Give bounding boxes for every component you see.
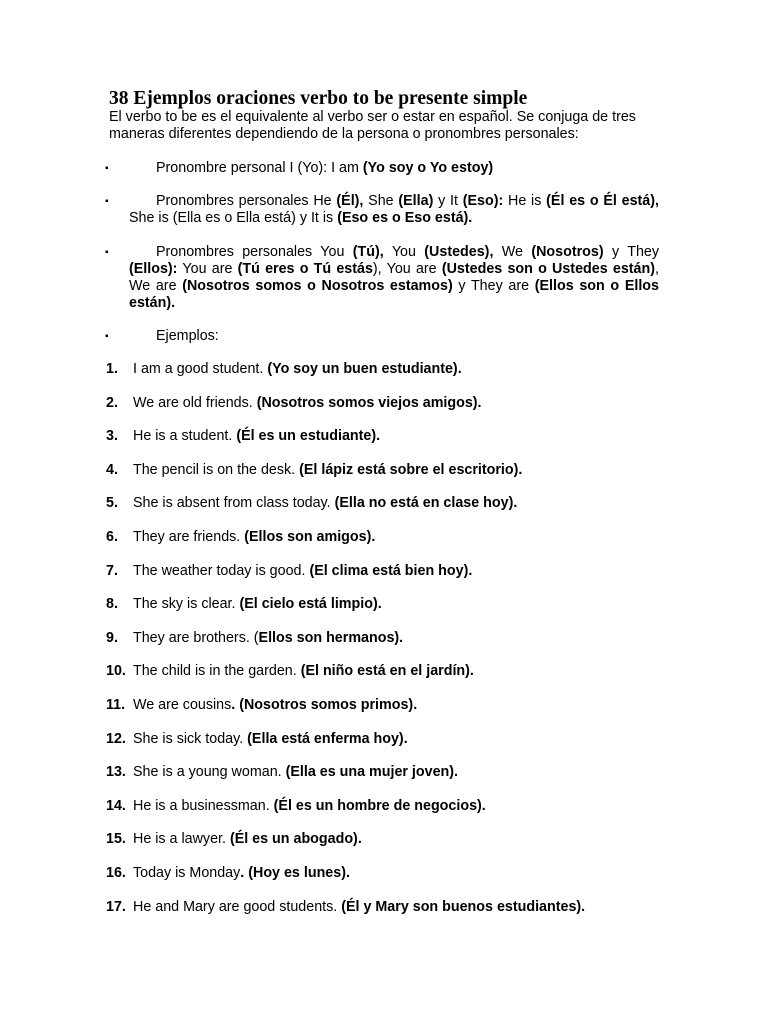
example-english: He is a lawyer. <box>133 831 230 848</box>
example-item <box>106 529 666 546</box>
bullet-text-bold: (Eso): <box>462 193 504 209</box>
example-english: He is a student. <box>133 428 237 445</box>
example-spanish: (Ella es una mujer joven). <box>285 764 459 781</box>
example-english: The sky is clear. <box>133 596 240 613</box>
bullet-text-bold: (Tú eres o Tú estás <box>237 261 373 277</box>
example-english: We are cousins <box>133 697 232 713</box>
example-item <box>106 361 666 378</box>
bullet-text: We <box>493 244 532 260</box>
bullet-text: Pronombres personales You <box>156 244 353 260</box>
example-item <box>106 899 666 916</box>
bullet-text: y They <box>603 244 659 260</box>
bullet-text: She <box>363 193 399 209</box>
bullet-text: , We are <box>129 261 659 294</box>
bullet-text-bold: (Eso es o Eso está). <box>337 210 473 226</box>
bullet-text: She is (Ella es o Ella está) y It is <box>129 210 338 226</box>
example-item <box>106 563 666 580</box>
example-spanish: (El niño está en el jardín). <box>300 663 474 680</box>
example-item <box>106 831 666 848</box>
intro-paragraph: El verbo to be es el equivalente al verbo ser o estar en español. Se conjuga de tres maneras diferentes dependiendo de la persona o pronombres personales: <box>109 109 636 142</box>
bullet-text-bold: (Ella) <box>398 193 434 209</box>
bullet-text-bold: (Él es o Él está), <box>546 193 659 209</box>
example-english: The child is in the garden. <box>133 663 301 680</box>
example-number: 6. <box>106 529 118 545</box>
bullet-item <box>105 193 659 227</box>
example-item <box>106 865 666 882</box>
example-item <box>106 596 666 613</box>
example-spanish: (El cielo está limpio). <box>239 596 382 613</box>
example-spanish: (Ellos son amigos). <box>244 529 376 545</box>
example-english: Today is Monday <box>133 865 241 881</box>
example-item <box>106 395 666 412</box>
bullet-text: Pronombres personales He <box>156 193 337 209</box>
bullet-text-bold: (Yo soy o Yo estoy) <box>362 160 494 176</box>
example-english: He and Mary are good students. <box>133 898 342 915</box>
example-english: She is absent from class today. <box>133 495 335 512</box>
example-number: 17. <box>106 898 126 915</box>
example-number: 16. <box>106 865 126 881</box>
example-spanish: (El clima está bien hoy). <box>309 562 473 579</box>
example-item <box>106 764 666 781</box>
bullet-text-bold: (Ustedes), <box>424 244 494 260</box>
bullet-item <box>105 160 659 177</box>
example-item <box>106 798 666 815</box>
example-english: I am a good student. <box>133 361 268 377</box>
example-number: 1. <box>106 361 118 377</box>
bullet-text-bold: (Ellos): <box>129 261 178 277</box>
example-number: 2. <box>106 394 118 411</box>
example-spanish: Ellos son hermanos). <box>258 629 404 646</box>
example-english: The weather today is good. <box>133 562 310 579</box>
example-spanish: (El lápiz está sobre el escritorio). <box>299 461 523 478</box>
example-spanish: . (Nosotros somos primos). <box>231 697 418 713</box>
example-spanish: (Él y Mary son buenos estudiantes). <box>341 898 586 915</box>
example-english: She is sick today. <box>133 730 248 747</box>
bullet-text: He is <box>503 193 547 209</box>
example-number: 15. <box>106 831 126 848</box>
bullet-text-bold: (Ellos son o Ellos están). <box>129 278 659 311</box>
example-number: 9. <box>106 629 118 646</box>
example-spanish: (Ella está enferma hoy). <box>247 730 408 747</box>
example-item <box>106 495 666 512</box>
example-item <box>106 428 666 445</box>
example-number: 12. <box>106 730 126 747</box>
example-english: He is a businessman. <box>133 797 274 814</box>
bullet-item <box>105 244 659 312</box>
bullet-text: y It <box>433 193 463 209</box>
bullet-square-icon: ▪ <box>105 196 109 207</box>
bullet-item <box>105 328 659 345</box>
example-spanish: (Ella no está en clase hoy). <box>334 495 518 512</box>
bullet-text: Ejemplos: <box>156 328 219 344</box>
bullet-text: You are <box>177 261 238 277</box>
example-english: We are old friends. <box>133 394 257 411</box>
example-item <box>106 731 666 748</box>
bullet-text: You <box>383 244 425 260</box>
bullet-text: y They are <box>452 278 535 294</box>
example-english: She is a young woman. <box>133 764 286 781</box>
example-spanish: (Él es un hombre de negocios). <box>273 797 486 814</box>
example-number: 11. <box>106 697 126 713</box>
bullet-text-bold: (Nosotros) <box>531 244 604 260</box>
bullet-square-icon: ▪ <box>105 163 109 174</box>
example-english: The pencil is on the desk. <box>133 461 300 478</box>
bullet-text-bold: (Tú), <box>352 244 384 260</box>
bullet-text-bold: (Nosotros somos o Nosotros estamos) <box>182 278 453 294</box>
example-spanish: (Nosotros somos viejos amigos). <box>256 394 482 411</box>
example-spanish: (Él es un abogado). <box>229 831 362 848</box>
bullet-square-icon: ▪ <box>105 247 109 258</box>
example-english: They are friends. <box>133 529 245 545</box>
example-number: 5. <box>106 495 118 512</box>
example-item <box>106 462 666 479</box>
document-title: 38 Ejemplos oraciones verbo to be presente simple <box>109 88 528 109</box>
example-number: 8. <box>106 596 118 613</box>
bullet-text: Pronombre personal I (Yo): I am <box>156 160 363 176</box>
bullet-square-icon: ▪ <box>105 331 109 342</box>
bullet-text-bold: (Ustedes son o Ustedes están) <box>441 261 655 277</box>
example-item <box>106 630 666 647</box>
example-number: 4. <box>106 461 118 478</box>
example-number: 3. <box>106 428 118 445</box>
example-spanish: . (Hoy es lunes). <box>240 865 350 881</box>
example-number: 13. <box>106 764 126 781</box>
example-item <box>106 663 666 680</box>
example-spanish: (Él es un estudiante). <box>236 428 381 445</box>
example-number: 10. <box>106 663 126 680</box>
example-number: 14. <box>106 797 126 814</box>
bullet-text-bold: (Él), <box>336 193 364 209</box>
example-spanish: (Yo soy un buen estudiante). <box>267 361 462 377</box>
bullet-text: ), You are <box>372 261 442 277</box>
example-item <box>106 697 666 714</box>
example-english: They are brothers. ( <box>133 629 259 646</box>
example-number: 7. <box>106 562 118 579</box>
